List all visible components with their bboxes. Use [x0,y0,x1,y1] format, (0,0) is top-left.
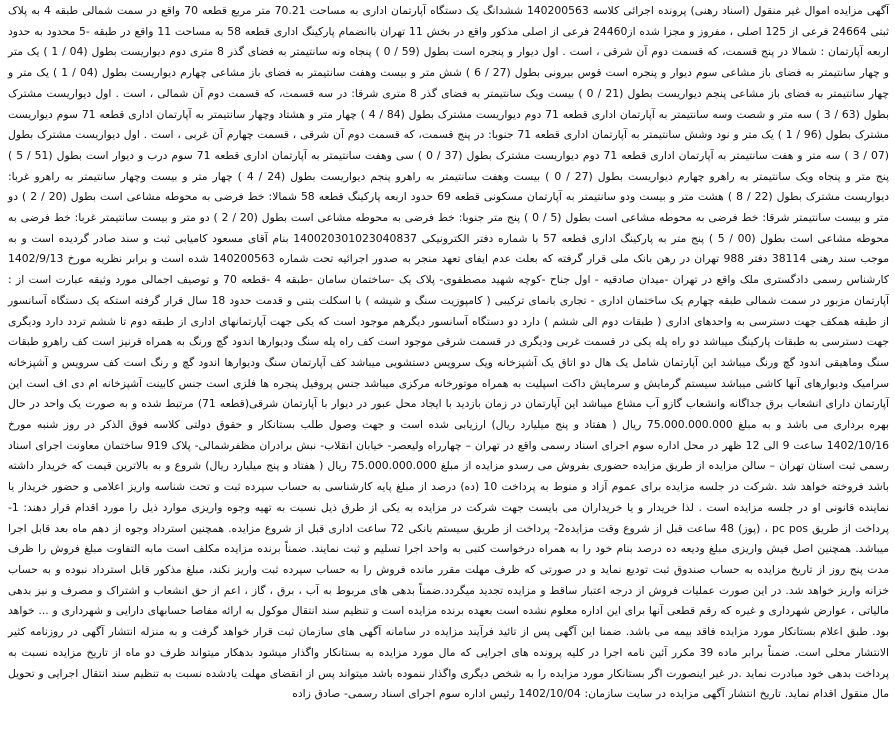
auction-notice-text: آگهی مزایده اموال غیر منقول (اسناد رهنی) پرونده اجرائی کلاسه 140200563 ششدانگ یک دستگاه آپارتمان اداری به مساحت 70.21 متر مربع قطعه 70 واقع در سمت شمالی طبقه 4 به پلاک ثبتی 24664 فرعی از 125 اصلی ، مفروز و مجزا شده از24460 فرعی از اصلی مذکور واقع در بخش 11 تهران باانضمام پارکینگ اداری قطعه 58 به مساحت 11 واقع در طبقه -5 محدود به حدود اربعه آپارتمان : شمالا در پنج قسمت، که قسمت دوم آن شرقی ، است . اول دیوار و پنجره است بطول (59 / 0 ) پنجاه ونه سانتیمتر به فضای گذر 8 متری دوم دیواریست بطول (04 / 1 ) یک متر و چهار سانتیمتر به فضای باز مشاعی سوم دیوار و پنجره است قوس بیرونی بطول (27 / 6 ) شش متر و بیست وهفت سانتیمتر به فضای باز مشاعی چهارم دیواریست بطول (04 / 1 ) یک متر و چهار سانتیمتر به فضای باز مشاعی پنجم دیواریست بطول (21 / 0 ) بیست ویک سانتیمتر به فضای گذر 8 متری شرقا: در سه قسمت، که قسمت دوم آن شمالی ، است . اول دیواریست مشترک بطول (63 / 3 ) سه متر و شصت وسه سانتیمتر به آپارتمان اداری قطعه 71 دوم دیواریست مشترک بطول (84 / 4 ) چهار متر و هشتاد وچهار سانتیمتر به آپارتمان اداری قطعه 71 سوم دیواریست مشترک بطول (96 / 1 ) یک متر و نود وشش سانتیمتر به آپارتمان اداری قطعه 71 جنوبا: در پنج قسمت، که قسمت دوم آن شرقی ، قسمت چهارم آن غربی ، است . اول دیواریست مشترک بطول (07 / 3 ) سه متر و هفت سانتیمتر به آپارتمان اداری قطعه 71 دوم دیواریست مشترک بطول (37 / 0 ) سی وهفت سانتیمتر به آپارتمان اداری قطعه 71 سوم درب و دیوار است بطول (51 / 5 ) پنج متر و پنجاه ویک سانتیمتر به راهرو چهارم دیواریست بطول (27 / 0 ) بیست وهفت سانتیمتر به راهرو پنجم دیواریست بطول (24 / 4 ) چهار متر و بیست وچهار سانتیمتر به راهرو غربا: دیواریست مشترک بطول (22 / 8 ) هشت متر و بیست ودو سانتیمتر به آپارتمان مسکونی قطعه 69 حدود اربعه پارکینگ قطعه 58 شمالا: خط فرضی به محوطه مشاعی است بطول (20 / 2 ) دو متر و بیست سانتیمتر شرقا: خط فرضی به محوطه مشاعی است بطول (5 / 0 ) پنج متر جنوبا: خط فرضی به محوطه مشاعی است بطول (20 / 2 ) دو متر و بیست سانتیمتر غربا: خط فرضی به محوطه مشاعی است بطول (00 / 5 ) پنج متر به پارکینگ اداری قطعه 57 با شماره دفتر الکترونیکی 140020301023040837 بنام آقای مسعود کامیابی ثبت و سند صادر گردیده است و به موجب سند رهنی 38114 دفتر 988 تهران در رهن بانک ملی قرار گرفته که بعلت عدم ایفای تعهد منجر به صدور اجرائیه تحت شماره 140200563 شده است و برابر نظریه مورخ 1402/9/13 کارشناس رسمی دادگستری ملک واقع در تهران -میدان صادقیه - اول جناح -کوچه شهید مصطفوی- پلاک یک -ساختمان سامان -طبقه 4 -قطعه 70 و توصیف اجمالی مورد وثیقه عبارت است از : آپارتمان مزبور در سمت شمالی طبقه چهارم یک ساختمان اداری - تجاری بانمای ترکیبی ( کامپوزیت سنگ و شیشه ) با اسکلت بتنی و قدمت حدود 18 سال قرار گرفته استکه یک دستگاه آسانسور از طبقه همکف جهت دسترسی به واحدهای اداری ( طبقات دوم الی ششم ) دارد دو دستگاه آسانسور دیگرهم موجود است که یکی جهت آپارتمانهای اداری از طبقه دوم تا ششم تردد دارد ودیگری جهت دسترسی به طبقات پارکینگ میباشد دو راه پله یکی در قسمت غربی ودیگری در قسمت شرقی موجود است کف راه پله سنگ ودیوارها اندود گچ ورنگ به همراه قرنیز است کف راهرو طبقات سنگ وماهیقی اندود گچ ورنگ میباشد این آپارتمان شامل یک هال دو اتاق یک آشپزخانه ویک سرویس دستشویی میباشد کف آپارتمان سنگ ودیوارها اندود گچ و رنگ است کف سرویس و آشپزخانه سرامیک ودیوارهای آنها کاشی میباشد سیستم گرمایش و سرمایش داکت اسپلیت به همراه موتورخانه مرکزی میباشد جنس پروفیل پنجره ها فلزی است جنس کابینت آشپزخانه ام دی اف است این آپارتمان دارای انشعاب برق جداگانه وانشعاب گازو آب مشاع میباشد این آپارتمان در زمان بازدید با ایجاد محل عبور در دیوار با آپارتمان شرقی(قطعه 71) مرتبط شده و به صورت یک واحد در حال بهره برداری می باشد و به مبلغ 75.000.000.000 ریال ( هفتاد و پنج میلیارد ریال) ارزیابی شده است و جهت وصول طلب بستانکار و حقوق دولتی کلاسه فوق الذکر در روز شنبه مورخ 1402/10/16 ساعت 9 الی 12 ظهر در محل اداره سوم اجرای اسناد رسمی واقع در تهران – چهارراه ولیعصر- خیابان انقلاب- نبش برادران مظفرشمالی- پلاک 919 ساختمان معاونت اجرای اسناد رسمی ثبت استان تهران – سالن مزایده از طریق مزایده حضوری بفروش می رسدو مزایده از مبلغ 75.000.000.000 ریال ( هفتاد و پنج میلیارد ریال) شروع و به بالاترین قیمت که خریدار داشته باشد فروخته خواهد شد .شرکت در جلسه مزایده برای عموم آزاد و منوط به پرداخت 10 (ده) درصد از مبلغ پایه کارشناسی به حساب سپرده ثبت و تحت شناسه واریز اعلامی و حضور خریدار یا نماینده قانونی او در جلسه مزایده است . لذا خریدار و یا خریداران می بایست جهت شرکت در مزایده به یکی از طرق ذیل نسبت به تهیه وجوه واریزی موارد ذیل را مورد اقدام قرار دهند: 1- پرداخت از طریق pc pos ، (پوز) 48 ساعت قبل از شروع وقت مزایده2- پرداخت از طریق سیستم بانکی 72 ساعت اداری قبل از شروع مزایده. همچنین استرداد وجوه از دهم ماه بعد قابل اجرا میباشد. همچنین اصل فیش واریزی مبلغ ودیعه ده درصد بنام خود را به همراه درخواست کتبی به واحد اجرا تسلیم و ثبت نمایند. ضمناً برنده مزایده مکلف است مابه التفاوت مبلغ فروش را ظرف مدت پنج روز از تاریخ مزایده به حساب صندوق ثبت تودیع نماید و در صورتی که ظرف مهلت مقرر مانده فروش را به حساب سپرده ثبت واریز نکند، مبلغ مذکور قابل استرداد نبوده و به حساب خزانه واریز خواهد شد. در این صورت عملیات فروش از درجه اعتبار ساقط و مزایده تجدید میگردد.ضمناً بدهی های مربوط به آب ، برق ، گاز ، اعم از حق انشعاب و اشتراک و مصرف و نیز بدهی مالیاتی ، عوارض شهرداری و غیره که رقم قطعی آنها برای این اداره معلوم نشده است بعهده برنده مزایده است و تنظیم سند انتقال موکول به ارائه مفاصا حسابهای دارایی و شهرداری و ... خواهد بود. طبق اعلام بستانکار مورد مزایده فاقد بیمه می باشد. ضمنا این آگهی پس از تائید فرآیند مزایده در سامانه آگهی های سازمان ثبت قرار خواهد گرفت و به منزله انتشار آگهی در روزنامه کثیر الانتشار محلی است. ضمناً برابر ماده 39 مکرر آئین نامه اجرا در کلیه پرونده های اجرایی که مال مورد مزایده به بستانکار واگذار میشود بدهکار میتواند ظرف دو ماه از تاریخ مزایده نسبت به پرداخت بدهی خود مبادرت نماید .در غیر اینصورت اگر بستانکار مورد مزایده را به شخص دیگری واگذار ننموده باشد میتواند پس از انقضای مهلت یادشده نسبت به تنظیم سند انتقال اجرایی و تحویل مال منقول اقدام نماید. تاریخ انتشار آگهی مزایده در سایت سازمان: 1402/10/04 رئیس اداره سوم اجرای اسناد رسمی- صادق زاده [8,4,890,701]
